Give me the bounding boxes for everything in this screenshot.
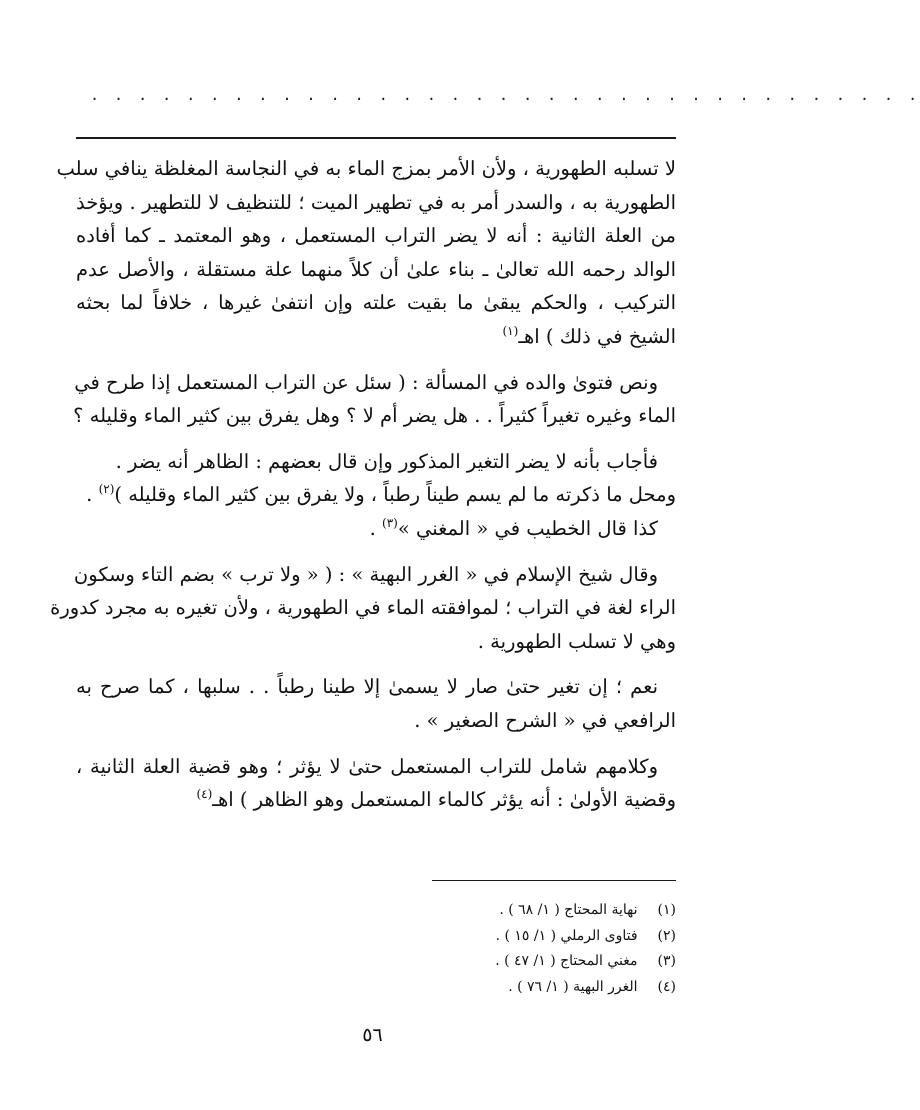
text-line: فأجاب بأنه لا يضر التغير المذكور وإن قال بعضهم : الظاهر أنه يضر . [115, 449, 658, 473]
footnote-item [416, 898, 676, 924]
text-line: وهي لا تسلب الطهورية . [477, 629, 676, 653]
footnote-item [416, 924, 676, 950]
footnote-text: مغني المحتاج ( ١/ ٤٧ ) . [495, 953, 638, 969]
footnote-text: فتاوى الرملي ( ١/ ١٥ ) . [495, 927, 638, 944]
footnote-ref: (٣) [382, 515, 398, 530]
text-line: لا تسلبه الطهورية ، ولأن الأمر بمزج الماء به في النجاسة المغلظة ينافي سلب [56, 157, 676, 180]
footnote-ref: (٤) [196, 787, 213, 802]
text-fragment: الشيخ في ذلك ) اهـ [518, 324, 676, 348]
text-fragment: . [369, 516, 383, 540]
text-line: ومحل ما ذكرته ما لم يسم طيناً رطباً ، ولا يفرق بين كثير الماء وقليله )$^{(٢)}$ . [86, 482, 676, 507]
text-line: من العلة الثانية : أنه لا يضر التراب المستعمل ، وهو المعتمد ـ كما أفاده [76, 224, 676, 248]
header-rule [76, 137, 676, 139]
footnote-text: الغرر البهية ( ١/ ٧٦ ) . [508, 978, 638, 995]
text-line [76, 320, 676, 354]
text-line: ونص فتوىٰ والده في المسألة : ( سئل عن التراب المستعمل إذا طرح في [74, 370, 658, 394]
footnote-number: (٤) [657, 978, 676, 995]
page-number: ٥٦ [362, 1024, 383, 1046]
text-fragment: وقضية الأولىٰ : أنه يؤثر كالماء المستعمل وهو الظاهر ) اهـ [212, 788, 676, 812]
text-line: وكلامهم شامل للتراب المستعمل حتىٰ لا يؤثر ؛ وهو قضية العلة الثانية ، [76, 754, 658, 778]
text-line: الطهورية به ، والسدر أمر به في تطهير الميت ؛ للتنظيف لا للتطهير . ويؤخذ [76, 190, 676, 214]
footnote-item [416, 975, 676, 1001]
footnote-number: (٢) [657, 927, 676, 944]
main-text [50, 152, 676, 817]
text-line: الوالد رحمه الله تعالىٰ ـ بناء علىٰ أن كلاً منهما علة مستقلة ، والأصل عدم [76, 257, 676, 281]
text-line: وقال شيخ الإسلام في « الغرر البهية » : ( « ولا ترب » بضم التاء وسكون [73, 562, 658, 586]
footnote-text: نهاية المحتاج ( ١/ ٦٨ ) . [499, 902, 638, 918]
running-header-dots: . . . . . . . . . . . . . . . . . . . . . . . . . . . . . . . . . . . [90, 86, 920, 104]
text-fragment: كذا قال الخطيب في « المغني » [397, 516, 658, 540]
text-line: نعم ؛ إن تغير حتىٰ صار لا يسمىٰ إلا طينا رطباً . . سلبها ، كما صرح به [76, 675, 658, 699]
footnotes [416, 898, 676, 1000]
text-line [76, 783, 676, 817]
text-line: الماء وغيره تغيراً كثيراً . . هل يضر أم لا ؟ وهل يفرق بين كثير الماء وقليله ؟ [73, 404, 676, 428]
footnote-number: (١) [657, 902, 676, 918]
footnote-item [416, 949, 676, 975]
text-line: التركيب ، والحكم يبقىٰ ما بقيت علته وإن انتفىٰ غيرها ، خلافاً لما بحثه [76, 291, 676, 315]
text-line: الراء لغة في التراب ؛ لموافقته الماء في الطهورية ، ولأن تغيره به مجرد كدورة [50, 596, 676, 620]
text-line: الرافعي في « الشرح الصغير » . [414, 708, 676, 732]
footnote-ref: (٢) [98, 482, 115, 497]
footnote-ref: (١) [502, 323, 519, 338]
text-line [76, 512, 676, 546]
text-fragment: ومحل ما ذكرته ما لم يسم طيناً رطباً ، ولا يفرق بين كثير الماء وقليله ) [114, 483, 676, 507]
footnote-number: (٣) [657, 953, 676, 969]
footnote-rule [432, 880, 676, 881]
